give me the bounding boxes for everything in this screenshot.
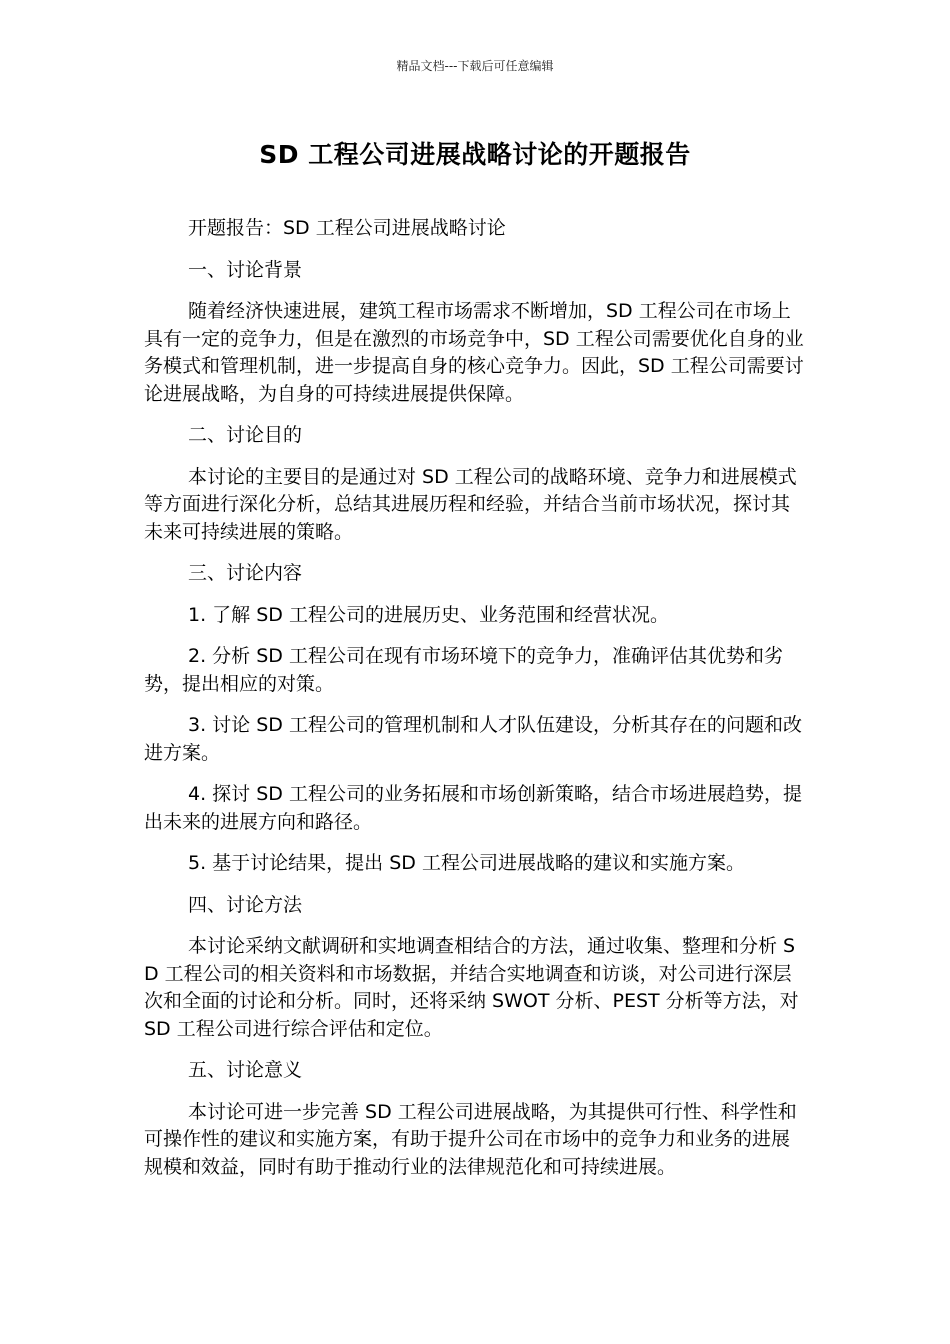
- paragraph-background: 随着经济快速进展，建筑工程市场需求不断增加，SD 工程公司在市场上具有一定的竞争力，但是在激烈的市场竞争中，SD 工程公司需要优化自身的业务模式和管理机制，进一步提高自身的核心竞争力。因此，SD 工程公司需要讨论进展战略，为自身的可持续进展提供保障。: [144, 300, 804, 405]
- list-item-content-1: 1. 了解 SD 工程公司的进展历史、业务范围和经营状况。: [188, 603, 669, 626]
- header-note: 精品文档---下载后可任意编辑: [396, 59, 554, 73]
- list-item-content-3: 3. 讨论 SD 工程公司的管理机制和人才队伍建设，分析其存在的问题和改进方案。: [144, 714, 802, 764]
- list-item-content-5: 5. 基于讨论结果，提出 SD 工程公司进展战略的建议和实施方案。: [188, 852, 745, 874]
- paragraph-significance: 本讨论可进一步完善 SD 工程公司进展战略，为其提供可行性、科学性和可操作性的建议和实施方案，有助于提升公司在市场中的竞争力和业务的进展规模和效益，同时有助于推动行业的法律规范化和可持续进展。: [144, 1100, 797, 1178]
- list-item-content-4: 4. 探讨 SD 工程公司的业务拓展和市场创新策略，结合市场进展趋势，提出未来的进展方向和路径。: [144, 783, 802, 833]
- intro-line: 开题报告：SD 工程公司进展战略讨论: [188, 217, 506, 239]
- section-heading-background: 一、讨论背景: [188, 258, 303, 281]
- section-heading-method: 四、讨论方法: [188, 893, 303, 916]
- paragraph-purpose: 本讨论的主要目的是通过对 SD 工程公司的战略环境、竞争力和进展模式等方面进行深化分析，总结其进展历程和经验，并结合当前市场状况，探讨其未来可持续进展的策略。: [144, 465, 797, 543]
- document-title: SD 工程公司进展战略讨论的开题报告: [259, 140, 691, 169]
- list-item-content-2: 2. 分析 SD 工程公司在现有市场环境下的竞争力，准确评估其优势和劣势，提出相应的对策。: [144, 645, 783, 695]
- section-heading-content: 三、讨论内容: [188, 562, 303, 584]
- section-heading-purpose: 二、讨论目的: [188, 424, 303, 446]
- section-heading-significance: 五、讨论意义: [188, 1059, 303, 1081]
- paragraph-method: 本讨论采纳文献调研和实地调查相结合的方法，通过收集、整理和分析 SD 工程公司的相关资料和市场数据，并结合实地调查和访谈，对公司进行深层次和全面的讨论和分析。同时，还将采纳 SWOT 分析、PEST 分析等方法，对 SD 工程公司进行综合评估和定位。: [144, 935, 799, 1040]
- document-body: [144, 215, 808, 1195]
